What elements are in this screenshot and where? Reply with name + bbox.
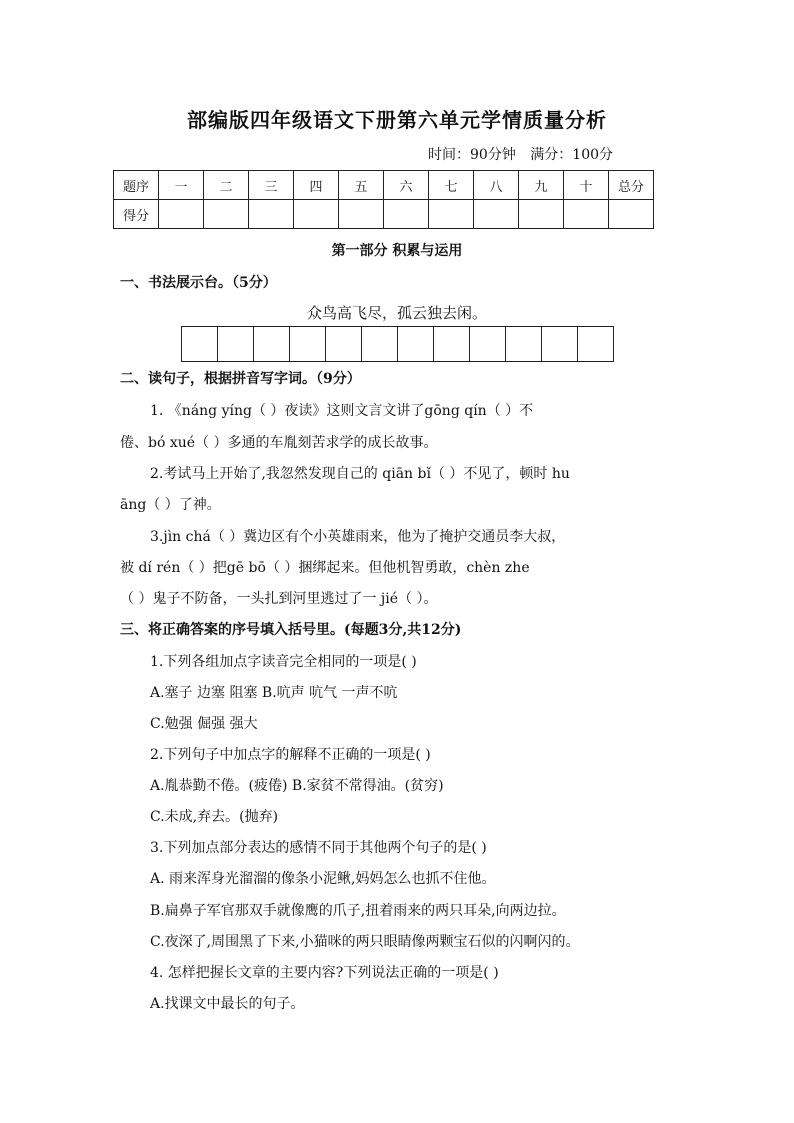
q2-line: 2.考试马上开始了,我忽然发现自己的 qiān bǐ（ ）不见了，顿时 hu [150, 466, 570, 482]
score-table-cell: 九 [519, 171, 564, 200]
score-table-cell: 四 [294, 171, 339, 200]
score-table-cell: 五 [339, 171, 384, 200]
q1-poem: 众鸟高飞尽，孤云独去闲。 [306, 304, 487, 322]
score-input-cell[interactable] [609, 200, 654, 229]
score-table-cell: 三 [249, 171, 294, 200]
calligraphy-cell[interactable] [254, 326, 290, 362]
score-table-cell: 题序 [114, 171, 159, 200]
q2-heading: 二、读句子，根据拼音写字词。（9分） [120, 371, 361, 387]
q3-line: B.扁鼻子军官那双手就像鹰的爪子,扭着雨来的两只耳朵,向两边拉。 [150, 903, 566, 919]
score-input-cell[interactable] [564, 200, 609, 229]
q2-line: āng（ ）了神。 [120, 497, 221, 513]
q3-line: 2.下列句子中加点字的解释不正确的一项是( ) [150, 747, 431, 763]
score-input-cell[interactable] [249, 200, 294, 229]
calligraphy-cell[interactable] [218, 326, 254, 362]
score-table-cell: 总分 [609, 171, 654, 200]
q3-line: C.勉强 倔强 强大 [150, 716, 258, 732]
score-table-cell: 一 [159, 171, 204, 200]
calligraphy-cell[interactable] [290, 326, 326, 362]
calligraphy-cell[interactable] [398, 326, 434, 362]
q3-line: 1.下列各组加点字读音完全相同的一项是( ) [150, 654, 417, 670]
calligraphy-cell[interactable] [470, 326, 506, 362]
part-heading: 第一部分 积累与运用 [331, 243, 463, 259]
q2-line: （ ）鬼子不防备，一头扎到河里逃过了一 jié（ ）。 [120, 591, 438, 607]
score-input-cell[interactable] [294, 200, 339, 229]
score-input-cell[interactable] [519, 200, 564, 229]
exam-full-score: 满分：100分 [530, 147, 614, 163]
q3-line: 3.下列加点部分表达的感情不同于其他两个句子的是( ) [150, 840, 487, 856]
score-input-cell[interactable] [384, 200, 429, 229]
q3-line: A.胤恭勤不倦。(疲倦) B.家贫不常得油。(贫穷) [150, 778, 444, 794]
score-table-cell: 二 [204, 171, 249, 200]
calligraphy-cell[interactable] [578, 326, 614, 362]
q1-heading: 一、书法展示台。（5分） [120, 275, 277, 291]
q2-line: 被 dí rén（ ）把gē bō（ ）捆绑起来。但他机智勇敢，chèn zhe [120, 560, 530, 576]
calligraphy-cell[interactable] [182, 326, 218, 362]
score-table [113, 170, 654, 229]
q2-line: 3.jìn chá（ ）冀边区有个小英雄雨来，他为了掩护交通员李大叔， [150, 529, 566, 545]
exam-time: 时间：90分钟 [428, 147, 516, 163]
score-table-cell: 六 [384, 171, 429, 200]
calligraphy-cell[interactable] [326, 326, 362, 362]
calligraphy-grid [181, 326, 614, 362]
score-table-cell: 七 [429, 171, 474, 200]
score-table-cell: 八 [474, 171, 519, 200]
q3-line: A. 雨来浑身光溜溜的像条小泥鳅,妈妈怎么也抓不住他。 [150, 871, 496, 887]
exam-meta [428, 144, 623, 164]
calligraphy-cell[interactable] [542, 326, 578, 362]
score-input-cell[interactable] [159, 200, 204, 229]
score-table-score-row [114, 200, 654, 229]
q3-line: C.夜深了,周围黑了下来,小猫咪的两只眼睛像两颗宝石似的闪啊闪的。 [150, 934, 580, 950]
score-input-cell[interactable] [339, 200, 384, 229]
q3-line: C.未成,弃去。(抛弃) [150, 809, 279, 825]
calligraphy-cell[interactable] [362, 326, 398, 362]
q3-line: 4. 怎样把握长文章的主要内容?下列说法正确的一项是( ) [150, 965, 499, 981]
score-input-cell[interactable] [204, 200, 249, 229]
q3-line: A.塞子 边塞 阻塞 B.吭声 吭气 一声不吭 [150, 685, 398, 701]
score-input-cell[interactable] [429, 200, 474, 229]
q3-line: A.找课文中最长的句子。 [150, 996, 305, 1012]
score-table-cell: 得分 [114, 200, 159, 229]
calligraphy-cell[interactable] [434, 326, 470, 362]
score-table-cell: 十 [564, 171, 609, 200]
page-title: 部编版四年级语文下册第六单元学情质量分析 [187, 108, 607, 132]
q2-line: 倦、bó xué（ ）多通的车胤刻苦求学的成长故事。 [120, 435, 438, 451]
calligraphy-cell[interactable] [506, 326, 542, 362]
score-input-cell[interactable] [474, 200, 519, 229]
score-table-header-row [114, 171, 654, 200]
q3-heading: 三、将正确答案的序号填入括号里。(每题3分,共12分) [120, 622, 462, 638]
q2-line: 1. 《náng yíng（ ）夜读》这则文言文讲了gōng qín（ ）不 [150, 403, 534, 419]
